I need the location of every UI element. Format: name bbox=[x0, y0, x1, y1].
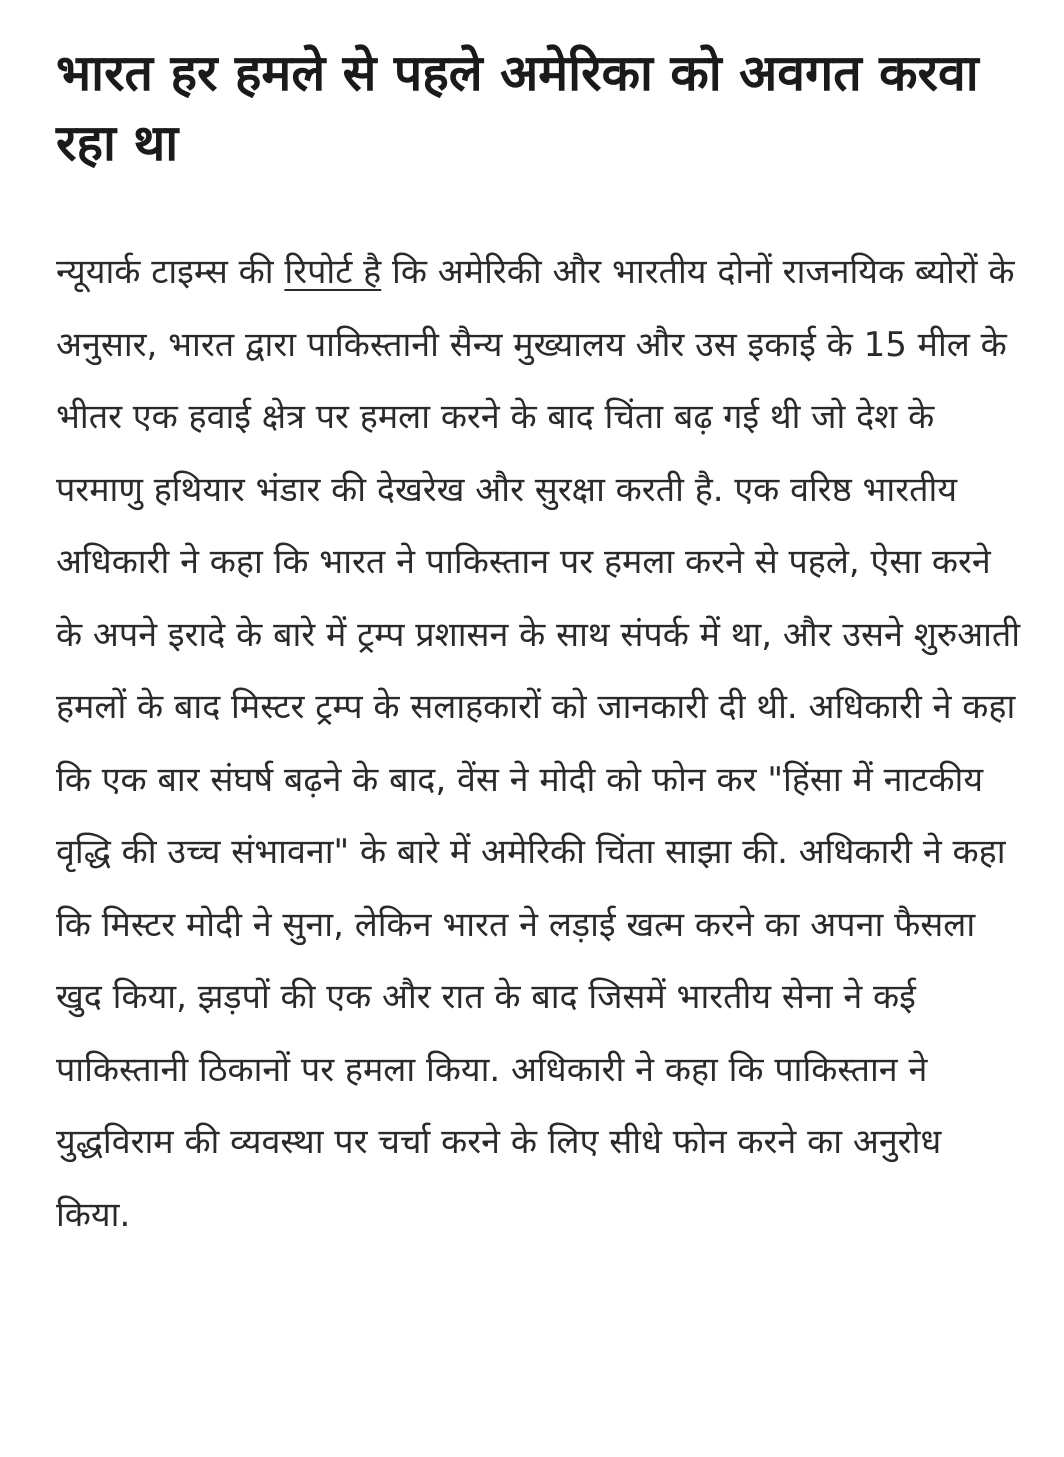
report-link[interactable]: रिपोर्ट है bbox=[284, 252, 382, 292]
article-headline: भारत हर हमले से पहले अमेरिका को अवगत करवा रहा था bbox=[56, 44, 979, 172]
article-body bbox=[56, 236, 1026, 1251]
body-text-intro: न्यूयार्क टाइम्स की bbox=[56, 252, 285, 292]
body-text-main: कि अमेरिकी और भारतीय दोनों राजनयिक ब्योरों के अनुसार, भारत द्वारा पाकिस्तानी सैन्य मुख्यालय और उस इकाई के 15 मील के भीतर एक हवाई क्षेत्र पर हमला करने के बाद चिंता बढ़ गई थी जो देश के परमाणु हथियार भंडार की देखरेख और सुरक्षा करती है. एक वरिष्ठ भारतीय अधिकारी ने कहा कि भारत ने पाकिस्तान पर हमला करने से पहले, ऐसा करने के अपने इरादे के बारे में ट्रम्प प्रशासन के साथ संपर्क में था, और उसने शुरुआती हमलों के बाद मिस्टर ट्रम्प के सलाहकारों को जानकारी दी थी. अधिकारी ने कहा कि एक बार संघर्ष बढ़ने के बाद, वेंस ने मोदी को फोन कर "हिंसा में नाटकीय वृद्धि की उच्च संभावना" के बारे में अमेरिकी चिंता साझा की. अधिकारी ने कहा कि मिस्टर मोदी ने सुना, लेकिन भारत ने लड़ाई खत्म करने का अपना फैसला खुद किया, झड़पों की एक और रात के बाद जिसमें भारतीय सेना ने कई पाकिस्तानी ठिकानों पर हमला किया. अधिकारी ने कहा कि पाकिस्तान ने युद्धविराम की व्यवस्था पर चर्चा करने के लिए सीधे फोन करने का अनुरोध किया. bbox=[56, 252, 1021, 1235]
news-article bbox=[56, 38, 1026, 1251]
